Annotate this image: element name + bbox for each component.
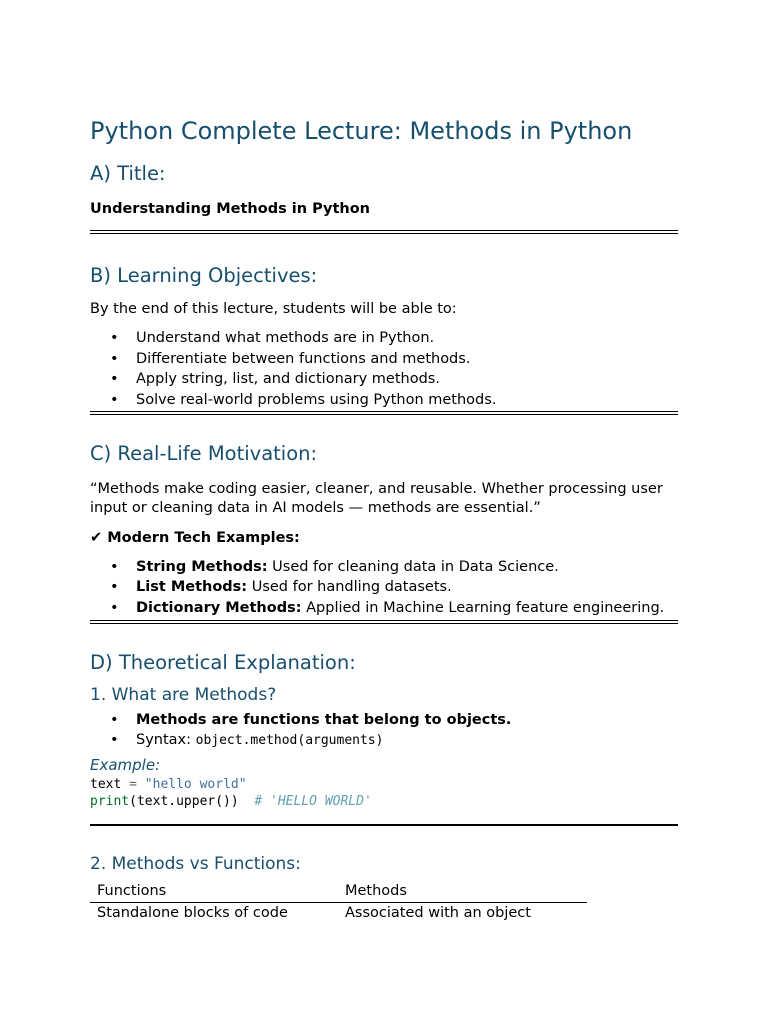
list-item: • Methods are functions that belong to objects. [110, 711, 512, 728]
code-string: "hello world" [144, 776, 247, 792]
list-item: • Syntax: object.method(arguments) [110, 731, 384, 748]
code-builtin: print [90, 793, 130, 809]
tech-examples-list [90, 558, 678, 617]
list-item: • List Methods: Used for handling datasets. [110, 579, 452, 595]
code-call: (text.upper()) [129, 793, 255, 809]
bullet-icon: • [110, 371, 119, 387]
list-item: • Apply string, list, and dictionary methods. [110, 371, 440, 387]
column-header-methods: Methods [338, 881, 587, 903]
section-b-heading: B) Learning Objectives: [90, 264, 318, 287]
section-divider [90, 620, 678, 624]
list-item: • Differentiate between functions and methods. [110, 350, 471, 367]
bullet-icon: • [110, 599, 119, 616]
table-row [90, 902, 587, 924]
subsection-what-are-methods: 1. What are Methods? [90, 684, 277, 705]
bullet-icon: • [110, 558, 119, 575]
example-label: Example: [90, 755, 161, 774]
subsection-methods-vs-functions: 2. Methods vs Functions: [90, 853, 301, 874]
document-page [90, 112, 678, 924]
section-divider [90, 411, 678, 415]
code-comment: # 'HELLO WORLD' [254, 793, 372, 809]
code-variable: text [90, 776, 122, 792]
syntax-code: object.method(arguments) [195, 732, 384, 748]
document-title: Python Complete Lecture: Methods in Python [90, 117, 633, 145]
bullet-icon: • [110, 330, 119, 346]
section-divider [90, 230, 678, 234]
lecture-subtitle: Understanding Methods in Python [90, 201, 370, 217]
bullet-icon: • [110, 711, 119, 728]
list-item: • Understand what methods are in Python. [110, 330, 435, 346]
list-item: • String Methods: Used for cleaning data in Data Science. [110, 558, 559, 575]
bullet-icon: • [110, 391, 119, 408]
section-c-heading: C) Real-Life Motivation: [90, 441, 318, 465]
comparison-table [90, 881, 587, 924]
list-item: • Solve real-world problems using Python methods. [110, 391, 497, 408]
objectives-list [90, 329, 678, 409]
section-divider [90, 824, 678, 826]
table-cell: Standalone blocks of code [97, 904, 288, 921]
column-header-functions: Functions [90, 881, 338, 903]
bullet-icon: • [110, 731, 119, 748]
section-a-heading: A) Title: [90, 162, 166, 185]
bullet-icon: • [110, 579, 119, 595]
table-header-row [90, 881, 587, 903]
bullet-icon: • [110, 350, 119, 367]
code-operator: = [121, 776, 145, 792]
motivation-quote: “Methods make coding easier, cleaner, and reusable. Whether processing user input or cleaning data in AI models — methods are essential.” [90, 480, 663, 516]
objectives-intro: By the end of this lecture, students will be able to: [90, 301, 457, 317]
table-cell: Associated with an object [345, 904, 531, 921]
methods-definition-list [90, 711, 678, 750]
code-block [90, 776, 678, 810]
modern-tech-examples-heading: ✔ Modern Tech Examples: [90, 529, 300, 546]
section-d-heading: D) Theoretical Explanation: [90, 650, 356, 674]
list-item: • Dictionary Methods: Applied in Machine Learning feature engineering. [110, 599, 665, 616]
